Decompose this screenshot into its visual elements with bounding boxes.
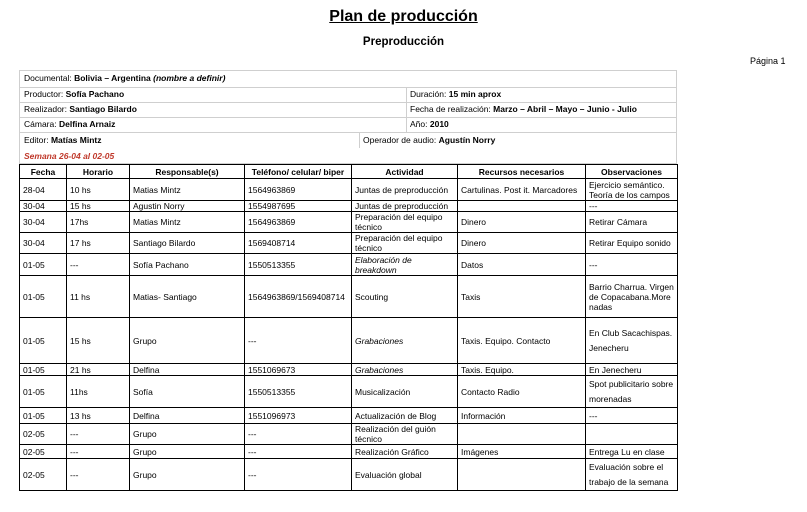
editor-field: Editor: Matías Mintz xyxy=(24,135,102,145)
production-header xyxy=(19,70,677,164)
schedule-table xyxy=(19,164,678,491)
cell: 01-05 xyxy=(20,408,67,424)
cell xyxy=(458,459,586,491)
col-telefono: Teléfono/ celular/ biper xyxy=(245,165,352,179)
camara-value: Delfina Arnaiz xyxy=(58,119,116,129)
cell: 17hs xyxy=(67,212,130,233)
duracion-value: 15 min aprox xyxy=(448,89,502,99)
cell: Sofía xyxy=(130,376,245,408)
cell: Imágenes xyxy=(458,445,586,459)
cell: 30-04 xyxy=(20,233,67,254)
cell: Preparación del equipo técnico xyxy=(352,233,458,254)
cell: 15 hs xyxy=(67,201,130,212)
cell: Grupo xyxy=(130,445,245,459)
cell: 11 hs xyxy=(67,276,130,318)
cell: 30-04 xyxy=(20,212,67,233)
cell: Actualización de Blog xyxy=(352,408,458,424)
cell: 15 hs xyxy=(67,318,130,364)
col-responsables: Responsable(s) xyxy=(130,165,245,179)
document-title: Plan de producción xyxy=(329,8,478,25)
cell: En Jenecheru xyxy=(586,364,678,376)
cell: Taxis xyxy=(458,276,586,318)
cell: --- xyxy=(67,445,130,459)
cell: Musicalización xyxy=(352,376,458,408)
cell: Delfina xyxy=(130,364,245,376)
cell: --- xyxy=(245,318,352,364)
cell: 1569408714 xyxy=(245,233,352,254)
cell: 02-05 xyxy=(20,424,67,445)
col-observaciones: Observaciones xyxy=(586,165,678,179)
cell: 17 hs xyxy=(67,233,130,254)
cell: Datos xyxy=(458,254,586,276)
table-row xyxy=(20,424,678,445)
productor-value: Sofía Pachano xyxy=(65,89,125,99)
table-header-row xyxy=(20,165,678,179)
table-row xyxy=(20,364,678,376)
productor-field: Productor: Sofía Pachano xyxy=(24,89,125,99)
table-row xyxy=(20,408,678,424)
audio-value: Agustín Norry xyxy=(438,135,496,145)
cell: --- xyxy=(67,254,130,276)
cell: 1564963869/1569408714 xyxy=(245,276,352,318)
cell: Evaluación sobre el trabajo de la semana xyxy=(586,459,678,491)
cell: 02-05 xyxy=(20,459,67,491)
document-subtitle: Preproducción xyxy=(362,36,445,48)
cell: Grupo xyxy=(130,424,245,445)
table-row xyxy=(20,376,678,408)
cell: --- xyxy=(245,424,352,445)
cell: Matias Mintz xyxy=(130,212,245,233)
cell: Matias- Santiago xyxy=(130,276,245,318)
cell: Spot publicitario sobre morenadas xyxy=(586,376,678,408)
camara-field: Cámara: Delfina Arnaiz xyxy=(24,119,116,129)
cell: 1551069673 xyxy=(245,364,352,376)
page-number: Página 1 xyxy=(750,56,786,66)
cell: 01-05 xyxy=(20,318,67,364)
cell: Contacto Radio xyxy=(458,376,586,408)
fecha-realizacion-field: Fecha de realización: Marzo – Abril – Mayo – Junio - Julio xyxy=(410,104,637,114)
documental-note: (nombre a definir) xyxy=(153,73,226,83)
cell: 1550513355 xyxy=(245,254,352,276)
cell xyxy=(586,424,678,445)
cell: Elaboración de breakdown xyxy=(352,254,458,276)
cell: 1554987695 xyxy=(245,201,352,212)
cell: Dinero xyxy=(458,212,586,233)
cell: --- xyxy=(586,408,678,424)
documental-field xyxy=(24,73,225,83)
cell: Información xyxy=(458,408,586,424)
cell: Taxis. Equipo. Contacto xyxy=(458,318,586,364)
cell: Retirar Cámara xyxy=(586,212,678,233)
cell: Barrio Charrua. Virgen de Copacabana.Morenadas xyxy=(586,276,678,318)
cell: En Club Sacachispas. Jenecheru xyxy=(586,318,678,364)
realizador-value: Santiago Bilardo xyxy=(69,104,137,114)
cell: 11hs xyxy=(67,376,130,408)
col-actividad: Actividad xyxy=(352,165,458,179)
cell: Juntas de preproducción xyxy=(352,179,458,201)
cell: Taxis. Equipo. xyxy=(458,364,586,376)
cell: 13 hs xyxy=(67,408,130,424)
cell: Dinero xyxy=(458,233,586,254)
cell: Realización del guión técnico xyxy=(352,424,458,445)
cell: --- xyxy=(67,459,130,491)
cell: 28-04 xyxy=(20,179,67,201)
fecha-realizacion-value: Marzo – Abril – Mayo – Junio - Julio xyxy=(493,104,637,114)
cell: Scouting xyxy=(352,276,458,318)
cell: Santiago Bilardo xyxy=(130,233,245,254)
audio-field: Operador de audio: Agustín Norry xyxy=(363,135,496,145)
cell: Delfina xyxy=(130,408,245,424)
table-row xyxy=(20,459,678,491)
cell: Ejercicio semántico. Teoría de los campos xyxy=(586,179,678,201)
cell: --- xyxy=(67,424,130,445)
cell: Preparación del equipo técnico xyxy=(352,212,458,233)
week-range: Semana 26-04 al 02-05 xyxy=(24,151,115,161)
col-recursos: Recursos necesarios xyxy=(458,165,586,179)
col-horario: Horario xyxy=(67,165,130,179)
cell: Evaluación global xyxy=(352,459,458,491)
cell: 1551096973 xyxy=(245,408,352,424)
realizador-field: Realizador: Santiago Bilardo xyxy=(24,104,137,114)
cell: --- xyxy=(245,445,352,459)
table-row xyxy=(20,201,678,212)
cell: 02-05 xyxy=(20,445,67,459)
cell xyxy=(458,424,586,445)
documental-label: Documental: xyxy=(24,73,72,83)
cell: --- xyxy=(586,254,678,276)
cell: Matias Mintz xyxy=(130,179,245,201)
cell: 1564963869 xyxy=(245,179,352,201)
cell: Juntas de preproducción xyxy=(352,201,458,212)
cell: 10 hs xyxy=(67,179,130,201)
anio-field: Año: 2010 xyxy=(410,119,449,129)
cell: Grupo xyxy=(130,459,245,491)
cell: --- xyxy=(245,459,352,491)
cell xyxy=(458,201,586,212)
cell: Grabaciones xyxy=(352,318,458,364)
table-row xyxy=(20,318,678,364)
col-fecha: Fecha xyxy=(20,165,67,179)
cell: 1550513355 xyxy=(245,376,352,408)
cell: Retirar Equipo sonido xyxy=(586,233,678,254)
table-row xyxy=(20,233,678,254)
cell: 1564963869 xyxy=(245,212,352,233)
cell: 01-05 xyxy=(20,276,67,318)
cell: Sofía Pachano xyxy=(130,254,245,276)
cell: Grabaciones xyxy=(352,364,458,376)
table-row xyxy=(20,179,678,201)
cell: 01-05 xyxy=(20,376,67,408)
cell: 01-05 xyxy=(20,364,67,376)
cell: Entrega Lu en clase xyxy=(586,445,678,459)
table-row xyxy=(20,276,678,318)
table-row xyxy=(20,254,678,276)
table-row xyxy=(20,212,678,233)
editor-value: Matías Mintz xyxy=(50,135,102,145)
cell: 21 hs xyxy=(67,364,130,376)
table-row xyxy=(20,445,678,459)
cell: 30-04 xyxy=(20,201,67,212)
cell: Grupo xyxy=(130,318,245,364)
cell: 01-05 xyxy=(20,254,67,276)
cell: --- xyxy=(586,201,678,212)
duracion-field: Duración: 15 min aprox xyxy=(410,89,502,99)
cell: Agustin Norry xyxy=(130,201,245,212)
documental-value: Bolivia – Argentina xyxy=(74,73,151,83)
anio-value: 2010 xyxy=(429,119,449,129)
cell: Cartulinas. Post it. Marcadores xyxy=(458,179,586,201)
cell: Realización Gráfico xyxy=(352,445,458,459)
